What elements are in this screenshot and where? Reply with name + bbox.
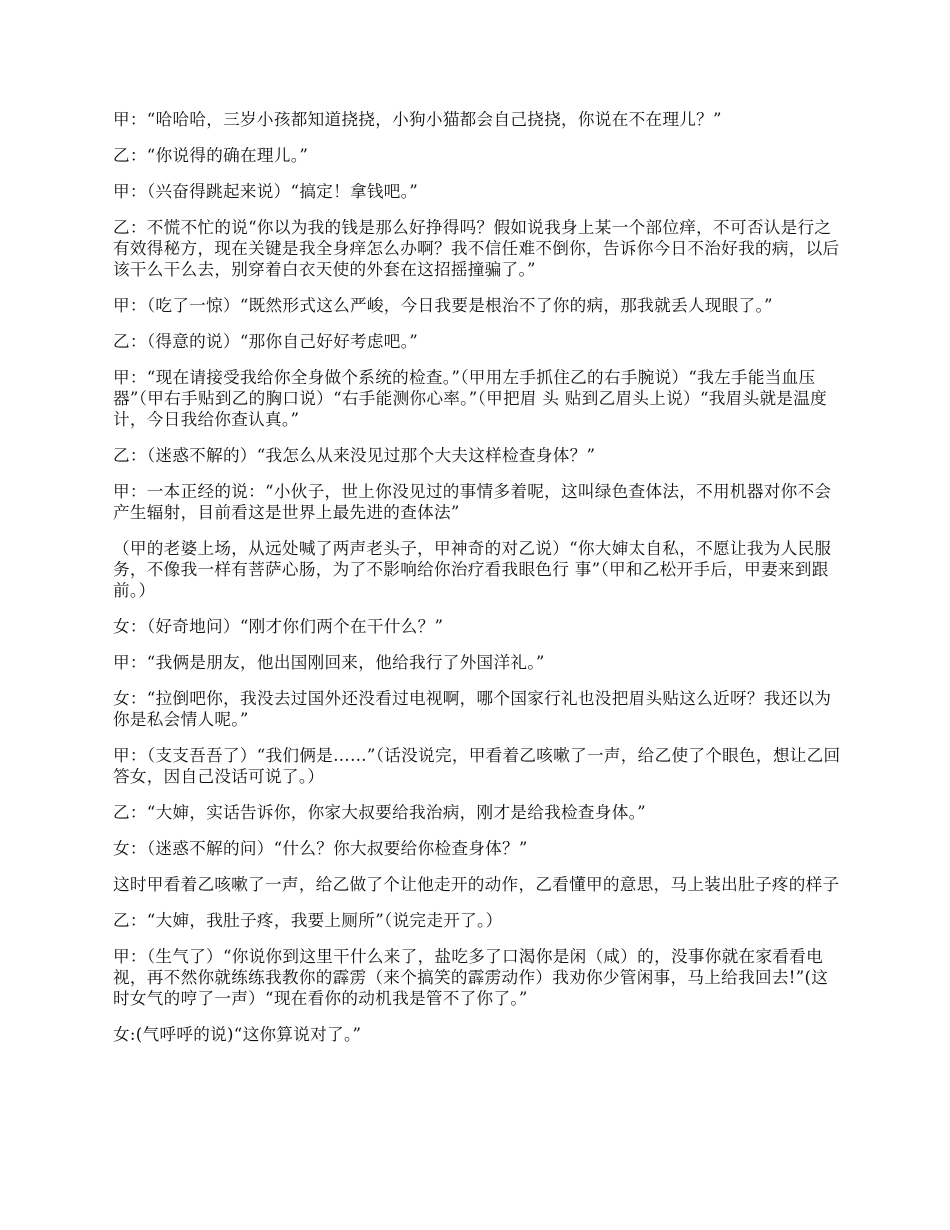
paragraph-3: 甲：（兴奋得跳起来说）“搞定！拿钱吧。”	[113, 182, 419, 201]
paragraph-12: 甲：“我俩是朋友，他出国刚回来，他给我行了外国洋礼。”	[113, 653, 545, 672]
paragraph-14: 甲：（支支吾吾了）“我们俩是……”（话没说完，甲看着乙咳嗽了一声，给乙使了个眼色，想让乙回答女，因自己没话可说了。）	[113, 746, 841, 786]
paragraph-6: 乙：（得意的说）“那你自己好好考虑吧。”	[113, 332, 419, 351]
paragraph-9: 甲：一本正经的说：“小伙子，世上你没见过的事情多着呢，这叫绿色查体法，不用机器对你不会产生辐射，目前看这是世界上最先进的查体法”	[113, 482, 832, 522]
paragraph-16: 女：（迷惑不解的问）“什么？你大叔要给你检查身体？”	[113, 839, 528, 858]
document-body	[113, 109, 841, 1060]
paragraph-8: 乙：（迷惑不解的）“我怎么从来没见过那个大夫这样检查身体？”	[113, 446, 596, 465]
paragraph-2: 乙：“你说得的确在理儿。”	[113, 146, 309, 165]
paragraph-11: 女：（好奇地问）“刚才你们两个在干什么？”	[113, 617, 444, 636]
paragraph-1: 甲：“哈哈哈，三岁小孩都知道挠挠，小狗小猫都会自己挠挠，你说在不在理儿？”	[113, 110, 722, 129]
paragraph-20: 女:(气呼呼的说)“这你算说对了。”	[113, 1025, 362, 1044]
paragraph-13: 女：“拉倒吧你，我没去过国外还没看过电视啊，哪个国家行礼也没把眉头贴这么近呀？我还以为你是私会情人呢。”	[113, 689, 832, 729]
paragraph-17: 这时甲看着乙咳嗽了一声，给乙做了个让他走开的动作，乙看懂甲的意思，马上装出肚子疼的样子	[113, 875, 840, 894]
paragraph-4: 乙：不慌不忙的说“你以为我的钱是那么好挣得吗？假如说我身上某一个部位痒，不可否认是行之有效得秘方，现在关键是我全身痒怎么办啊？我不信任难不倒你，告诉你今日不治好我的病，以后该干么干么去，别穿着白衣天使的外套在这招摇撞骗了。”	[113, 218, 840, 279]
paragraph-10: （甲的老婆上场，从远处喊了两声老头子，甲神奇的对乙说）“你大婶太自私，不愿让我为人民服务，不像我一样有菩萨心肠，为了不影响给你治疗看我眼色行 事”（甲和乙松开手后，甲妻来到跟前。）	[113, 539, 832, 600]
paragraph-19: 甲：（生气了）“你说你到这里干什么来了，盐吃多了口渴你是闲（咸）的，没事你就在家看看电视，再不然你就练练我教你的霹雳（来个搞笑的霹雳动作）我劝你少管闲事，马上给我回去!”(这时女气的哼了一声）“现在看你的动机我是管不了你了。”	[113, 947, 829, 1008]
paragraph-15: 乙：“大婶，实话告诉你，你家大叔要给我治病，刚才是给我检查身体。”	[113, 803, 646, 822]
paragraph-7: 甲：“现在请接受我给你全身做个系统的检查。”（甲用左手抓住乙的右手腕说）“我左手能当血压器”（甲右手贴到乙的胸口说）“右手能测你心率。”（甲把眉 头 贴到乙眉头上说）“我眉头就是温度计，今日我给你查认真。”	[113, 368, 828, 429]
paragraph-5: 甲：（吃了一惊）“既然形式这么严峻，今日我要是根治不了你的病，那我就丢人现眼了。”	[113, 296, 773, 315]
paragraph-18: 乙：“大婶，我肚子疼，我要上厕所”（说完走开了。）	[113, 911, 503, 930]
